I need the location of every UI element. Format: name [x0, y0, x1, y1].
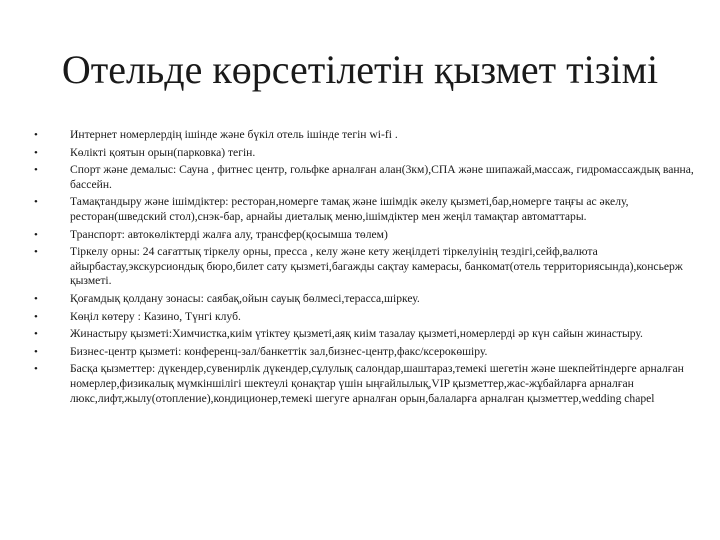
- list-item: [34, 228, 694, 243]
- list-item: [34, 245, 694, 289]
- bullet-icon: •: [34, 146, 38, 159]
- list-item: [34, 128, 694, 143]
- list-item-text: Спорт және демалыс: Сауна , фитнес центр, гольфке арналған алан(3км),СПА және шипажай,массаж, гидромассаждық ванна, бассейн.: [70, 163, 694, 191]
- bullet-icon: •: [34, 345, 38, 358]
- bullet-icon: •: [34, 196, 38, 209]
- list-item: [34, 146, 694, 161]
- list-item-text: Көлікті қоятын орын(парковка) тегін.: [70, 145, 256, 159]
- list-item: [34, 362, 694, 406]
- service-list: [34, 128, 694, 409]
- list-item-text: Тамақтандыру және ішімдіктер: ресторан,номерге тамақ және ішімдік әкелу қызметі,бар,номерге таңғы ас әкелу, ресторан(шведский стол),снэк-бар, арнайы диеталық меню,ішімдіктер мен жеңіл тамақтар автоматтары.: [70, 195, 629, 223]
- list-item: [34, 327, 694, 342]
- list-item-text: Басқа қызметтер: дүкендер,сувенирлік дүкендер,сұлулық салондар,шаштараз,темекі шегетін және шекпейтіндерге арналған номерлер,физикалық мүмкіншілігі шектеулі қонақтар үшін ыңғайлылық,VIP қызметтер,жас-жұбайларға арналған люкс,лифт,жылу(отопление),кондиционер,темекі шегуге арналған орын,балаларға арналған қызметтер,wedding chapel: [70, 362, 684, 405]
- list-item-text: Интернет номерлердің ішінде және бүкіл отель ішінде тегін wi-fi .: [70, 128, 398, 141]
- bullet-icon: •: [34, 246, 38, 259]
- list-item: [34, 292, 694, 307]
- list-item: [34, 163, 694, 192]
- list-item-text: Бизнес-центр қызметі: конференц-зал/банкеттік зал,бизнес-центр,факс/ксерокөшіру.: [70, 344, 488, 358]
- list-item-text: Тіркелу орны: 24 сағаттық тіркелу орны, пресса , келу және кету жеңілдеті тіркелуінің тездігі,сейф,валюта айырбастау,экскурсиондық бюро,билет сату қызметі,багажды сақтау камерасы, банкомат(отель территориясында),консьерж қызметі.: [70, 245, 683, 288]
- bullet-icon: •: [34, 164, 38, 177]
- list-item-text: Қоғамдық қолдану зонасы: саябақ,ойын сауық бөлмесі,терасса,шіркеу.: [70, 291, 420, 305]
- bullet-icon: •: [34, 363, 38, 376]
- list-item: [34, 310, 694, 325]
- list-item-text: Жинастыру қызметі:Химчистка,киім үтіктеу қызметі,аяқ киім тазалау қызметі,номерлерді әр күн сайын жинастыру.: [70, 327, 643, 341]
- bullet-icon: •: [34, 129, 38, 141]
- list-item: [34, 345, 694, 360]
- bullet-icon: •: [34, 328, 38, 341]
- slide-title: Отельде көрсетілетін қызмет тізімі: [61, 47, 659, 92]
- bullet-icon: •: [34, 292, 38, 305]
- list-item-text: Транспорт: автокөліктерді жалға алу, трансфер(қосымша төлем): [70, 227, 388, 241]
- bullet-icon: •: [34, 228, 38, 241]
- list-item: [34, 195, 694, 224]
- list-item-text: Көңіл көтеру : Казино, Түнгі клуб.: [70, 309, 241, 323]
- bullet-icon: •: [34, 310, 38, 323]
